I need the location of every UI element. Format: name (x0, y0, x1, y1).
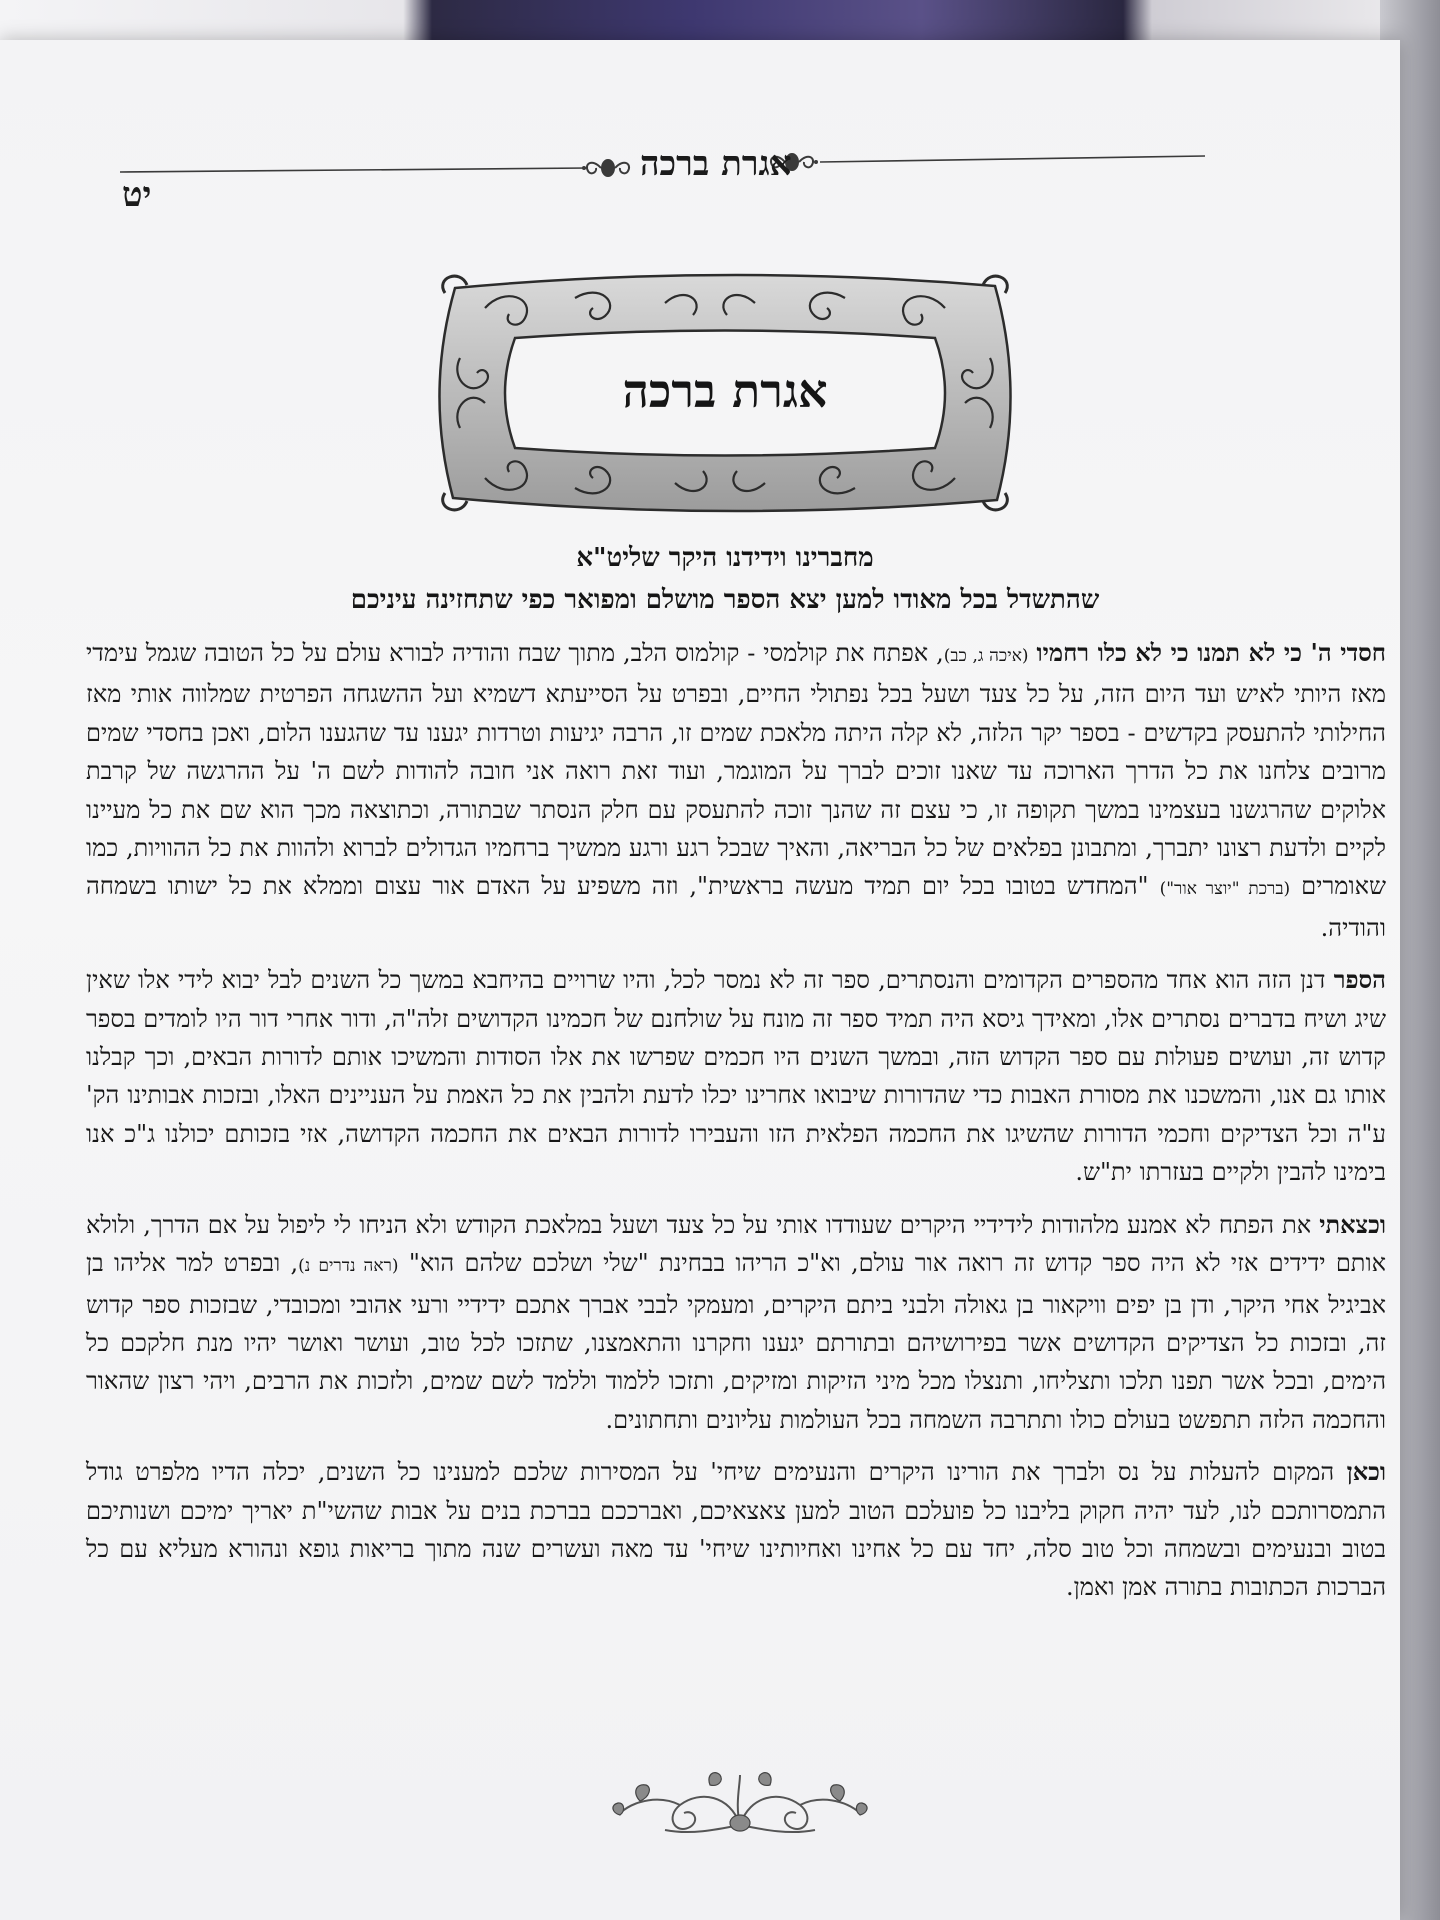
book-title: אגרת ברכה (622, 364, 828, 418)
paragraph-1-reference: (איכה ג, כב) (943, 646, 1029, 666)
book-page (0, 40, 1400, 1920)
dedication-heading-line-2: שהתשדל בכל מאודו למען יצא הספר מושלם ומפואר כפי שתחזינה עיניכם (350, 585, 1100, 615)
running-header-title: אגרת ברכה (640, 144, 792, 184)
paragraph-2-lead: הספר (1333, 965, 1386, 995)
paragraph-1 (86, 634, 1386, 947)
paragraph-1-text: , אפתח את קולמסי - קולמוס הלב, מתוך שבח והודיה לבורא עולם על כל הטובה שגמל עימדי מאז היותי לאיש ועד היום הזה, על כל צעד ושעל בכל נפתולי החיים, ובפרט על הסייעתא דשמיא ועל ההשגחה הפרטית שמלווה אותי מאז החילותי להתעסק בקדשים - בספר יקר הלזה, לא קלה היתה מלאכת שמים זו, הרבה יגיעות וטרדות יגענו עד שהגענו הלום, ואכן בחסדי שמים מרובים צלחנו את כל הדרך הארוכה עד שאנו זוכים לברך על המוגמר, ועוד זאת רואה אני חובה להודות לשם ה' על ההרגשה של קרבת אלוקים שהרגשנו בעצמינו במשך תקופה זו, כי עצם זה שהנך זוכה להתעסק עם חלק הנסתר שבתורה, וכתוצאה מכך הוא שם את כל מעיינו לקיים ולדעת רצונו יתברך, ומתבונן בפלאים של כל הבריאה, והאיך שבכל רגע ורגע ממשיך ברחמיו הגדולים לברוא ולהוות את כל ההוויות, כמו שאומרים (86, 639, 1386, 901)
dedication-heading (180, 538, 1270, 620)
dedication-heading-line-1: מחברינו וידידנו היקר שליט"א (576, 543, 874, 573)
paragraph-2 (86, 961, 1386, 1191)
paragraph-2-text: דנן הזה הוא אחד מהספרים הקדומים והנסתרים, ספר זה לא נמסר לכל, והיו שרויים בהיחבא במשך כל השנים לבל יבוא לידי אלו שאין שיג ושיח בדברים נסתרים אלו, ומאידך גיסא היה תמיד ספר זה מונח על שולחנם של חכמינו הקדושים זלה"ה, ודור אחרי דור היו לומדים בספר קדוש זה, ועושים פעולות עם ספר הקדוש הזה, ובמשך השנים היו חכמים שפרשו את אלו הסודות והמשיכו אותם לדורות הבאים, וכך קבלנו אותו גם אנו, והמשכנו את מסורת האבות כדי שהדורות שיבואו אחרינו יכלו לדעת ולהבין את כל האמת על העניינים האלו, ובזכות אבותינו הק' ע"ה וכל הצדיקים וחכמי הדורות שהשיגו את החכמה הפלאית הזו והעבירו לדורות הבאים את החכמה הקדושה, אזי בזכותם יכולנו ג"כ אנו בימינו להבין ולקיים בעזרתו ית"ש. (86, 966, 1387, 1187)
paragraph-4-lead: וכאן (1346, 1457, 1386, 1487)
paragraph-3-text: את הפתח לא אמנע מלהודות לידידיי היקרים שעודדו אותי על כל צעד ושעל במלאכת הקודש ולא הניחו לי ליפול על אם הדרך, ולולא אותם ידידים אזי לא היה ספר קדוש זה רואה אור עולם, וא"כ הריהו בבחינת "שלי ושלכם שלהם הוא" (86, 1210, 1386, 1278)
running-header (120, 118, 1205, 198)
title-cartouche (425, 268, 1025, 518)
floral-vignette-icon (600, 1765, 880, 1840)
paragraph-3 (86, 1206, 1386, 1439)
page-number: יט (122, 175, 152, 215)
paragraph-1-reference-2: (ברכת "יוצר אור") (1159, 879, 1291, 900)
paragraph-4-text: המקום להעלות על נס ולברך את הורינו היקרים והנעימים שיחי' על המסירות שלכם למענינו כל השנים, יכלה הדיו מלפרט גודל התמסרותכם לנו, לעד יהיה חקוק בליבנו כל פועלכם הטוב למען צאצאיכם, ואברככם בברכת בנים על אבות שהשי"ת יאריך ימיכם ושנותיכם בטוב ובנעימים ובשמחה וכל טוב סלה, יחד עם כל אחינו ואחיותינו שיחי' עד מאה ועשרים שנה מתוך בריאות גופא ונהורא מעליא עם כל הברכות הכתובות בתורה אמן ואמן. (86, 1458, 1386, 1602)
paragraph-1-lead: חסדי ה' כי לא תמנו כי לא כלו רחמיו (1036, 638, 1386, 667)
paragraph-3-reference: (ראה נדרים נ) (298, 1256, 399, 1277)
letter-body (86, 634, 1386, 1621)
paragraph-3-text-2: , ובפרט למר אליהו בן אביגיל אחי היקר, ודן בן יפים וויקאור בן גאולה ולבני ביתם היקרים, ומעמקי לבבי אברך אתכם ידידיי ורעי אהובי ומכובדי, שבזכות ספר קדוש זה, ובזכות כל הצדיקים הקדושים אשר בפירושיהם ובתורתם יגענו וחקרנו והתאמצנו, שתזכו לכל טוב, ועושר ואושר יהיו מנת חלקכם כל הימים, ובכל אשר תפנו תלכו ותצליחו, ותנצלו מכל מיני הזיקות ומזיקים, ותזכו ללמוד וללמד לשם שמים, ולזכות את הרבים, ויהי רצון שהאור והחכמה הלזה תתפשט בעולם כולו ותתרבה השמחה בכל העולמות עליונים ותחתונים. (86, 1249, 1386, 1434)
paragraph-1-text-2: "המחדש בטובו בכל יום תמיד מעשה בראשית", וזה משפיע על האדם אור עצום וממלא את כל ישותו בשמחה והודיה. (86, 872, 1386, 942)
paragraph-3-lead: וכצאתי (1319, 1209, 1386, 1239)
paragraph-4 (86, 1453, 1386, 1607)
